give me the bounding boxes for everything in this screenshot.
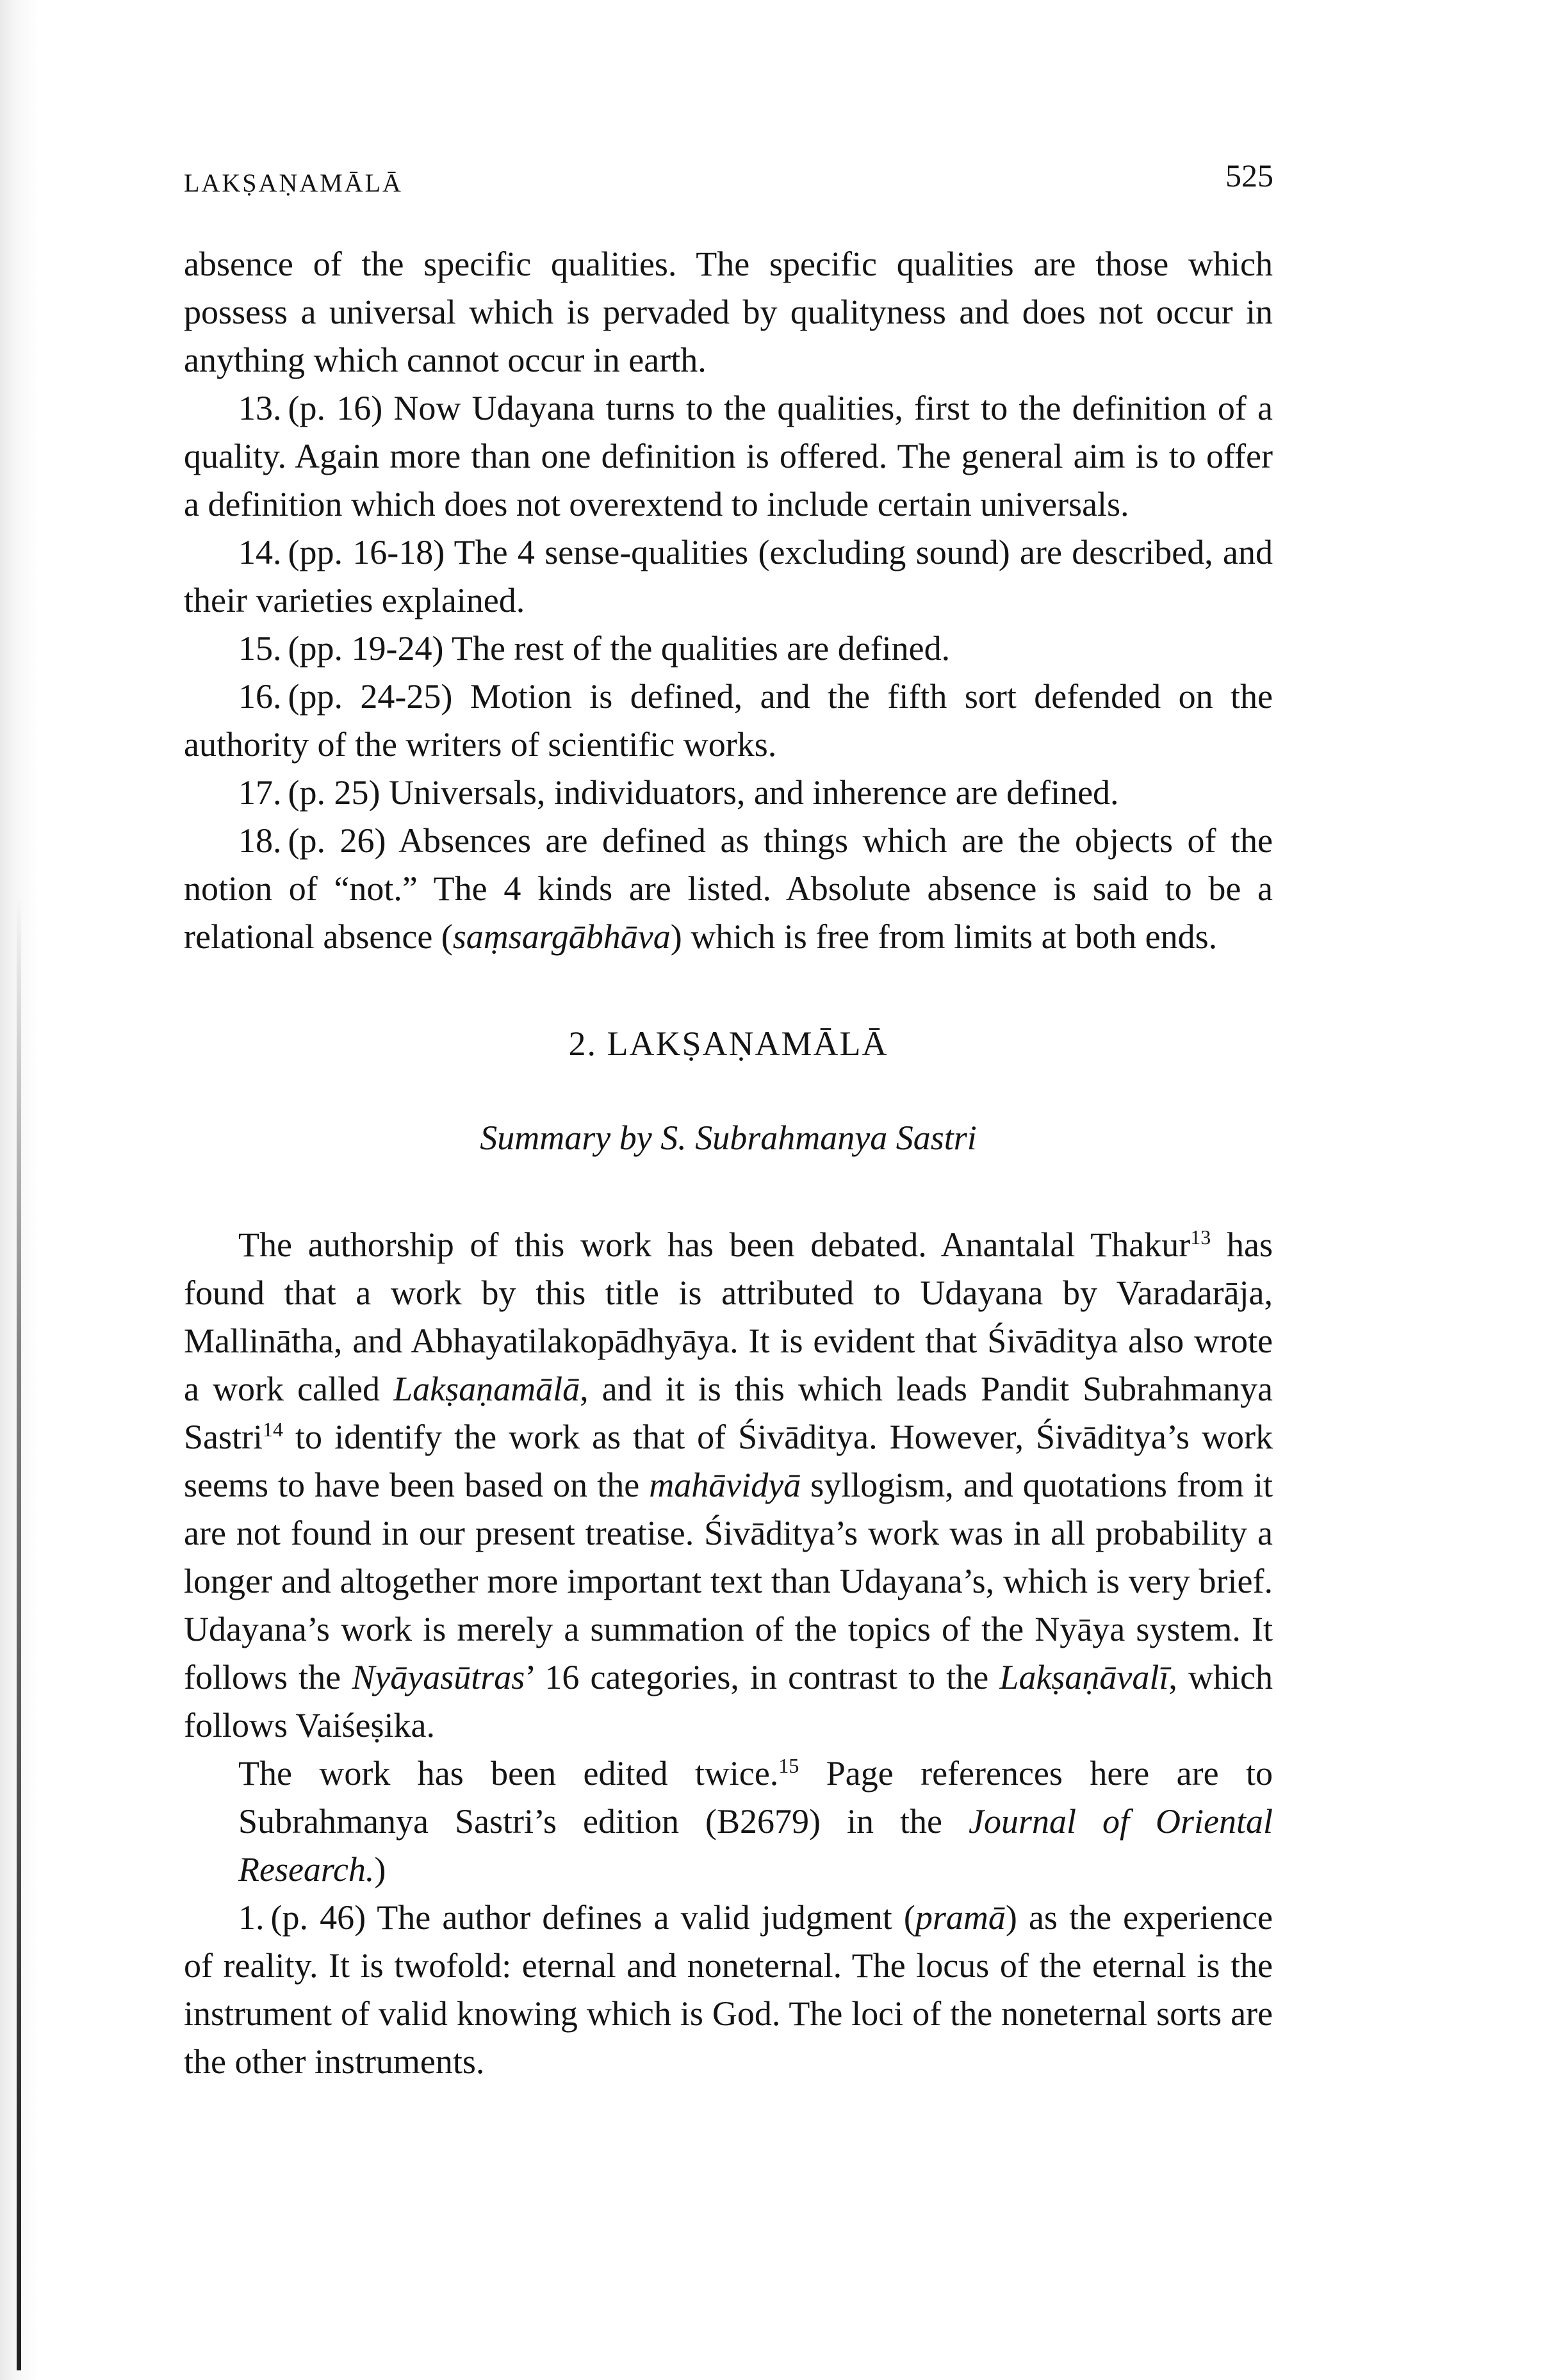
item-number: 1. (238, 1898, 265, 1937)
item-text: (p. 25) Universals, individuators, and inherence are defined. (288, 773, 1119, 812)
running-head: LAKṢAṆAMĀLĀ (184, 168, 403, 197)
footnote-ref-13: 13 (1190, 1226, 1211, 1249)
summary-byline: Summary by S. Subrahmanya Sastri (480, 1119, 977, 1157)
list-item-17 (184, 769, 1273, 817)
title-journal: Journal of Oriental Research. (238, 1802, 1273, 1889)
item-number: 14. (238, 533, 282, 571)
text-run: ’ 16 categories, in contrast to the (525, 1658, 1000, 1696)
item-number: 15. (238, 629, 282, 668)
text-run: The authorship of this work has been debated. Anantalal Thakur (238, 1226, 1191, 1264)
term-mahavidya: mahāvidyā (649, 1466, 801, 1504)
text-run: , and it is this which leads Pandit Subrahmanya Sastri (184, 1370, 1273, 1456)
item-number: 13. (238, 389, 282, 427)
list-item-13 (184, 384, 1273, 529)
list-item-18 (184, 817, 1273, 961)
binding-edge-mark (17, 897, 21, 2370)
term-prama: pramā (915, 1898, 1006, 1937)
footnote-ref-15: 15 (778, 1754, 799, 1777)
text-run: Page references here are to Subrahmanya Sastri’s edition (B2679) in the (238, 1754, 1273, 1841)
paragraph-editions (184, 1750, 1273, 1894)
item-text: (p. 26) Absences are defined as things which are the objects of the notion of “not.” The 4 kinds are listed. Absolute absence is said to be a relational absence ( (184, 821, 1273, 956)
item-text: ) which is free from limits at both ends. (670, 917, 1218, 956)
text-run: syllogism, and quotations from it are not found in our present treatise. Śivāditya’s work was in all probability a longer and altogether more important text than Udayana’s, which is very brief. Udayana’s work is merely a summation of the topics of the Nyāya system. It follows the (184, 1466, 1273, 1696)
text-run: , which follows Vaiśeṣika. (184, 1658, 1273, 1744)
text-run: ) as the experience of reality. It is twofold: eternal and noneternal. The locus of the eternal is the instrument of valid knowing which is God. The loci of the noneternal sorts are the other instruments. (184, 1898, 1273, 2081)
list-item-14 (184, 529, 1273, 625)
paragraph-authorship (184, 1221, 1273, 1750)
title-nyayasutras: Nyāyasūtras (352, 1658, 525, 1696)
paragraph-continuation: absence of the specific qualities. The specific qualities are those which possess a universal which is pervaded by qualityness and does not occur in anything which cannot occur in earth. (184, 245, 1273, 379)
item-text: (pp. 19-24) The rest of the qualities are defined. (288, 629, 951, 668)
list-item-16 (184, 673, 1273, 769)
item-number: 17. (238, 773, 282, 812)
text-run: has found that a work by this title is attributed to Udayana by Varadarāja, Mallinātha, and Abhayatilakopādhyāya. It is evident that Śivāditya also wrote a work called (184, 1226, 1273, 1408)
page-body (184, 240, 1273, 2086)
text-run: ) (374, 1850, 386, 1889)
page-number: 525 (1225, 158, 1273, 193)
item-number: 16. (238, 677, 282, 716)
item-number: 18. (238, 821, 282, 860)
text-run: to identify the work as that of Śivāditya. However, Śivāditya’s work seems to have been based on the (184, 1418, 1273, 1504)
item-text: (pp. 24-25) Motion is defined, and the fifth sort defended on the authority of the writers of scientific works. (184, 677, 1273, 764)
list-item-1 (184, 1894, 1273, 2086)
item-text: (pp. 16-18) The 4 sense-qualities (excluding sound) are described, and their varieties explained. (184, 533, 1273, 620)
section-heading: 2. LAKṢAṆAMĀLĀ (568, 1024, 888, 1063)
title-laksanavali: Lakṣaṇāvalī (999, 1658, 1169, 1696)
sanskrit-term: saṃsargābhāva (452, 917, 671, 956)
text-run: The work has been edited twice. (238, 1754, 779, 1793)
item-text: (p. 16) Now Udayana turns to the qualities, first to the definition of a quality. Again more than one definition is offered. The general aim is to offer a definition which does not overextend to include certain universals. (184, 389, 1273, 523)
list-item-15 (184, 625, 1273, 673)
title-laksanamala: Lakṣaṇamālā (393, 1370, 580, 1408)
footnote-ref-14: 14 (263, 1418, 284, 1441)
text-run: (p. 46) The author defines a valid judgment ( (270, 1898, 915, 1937)
